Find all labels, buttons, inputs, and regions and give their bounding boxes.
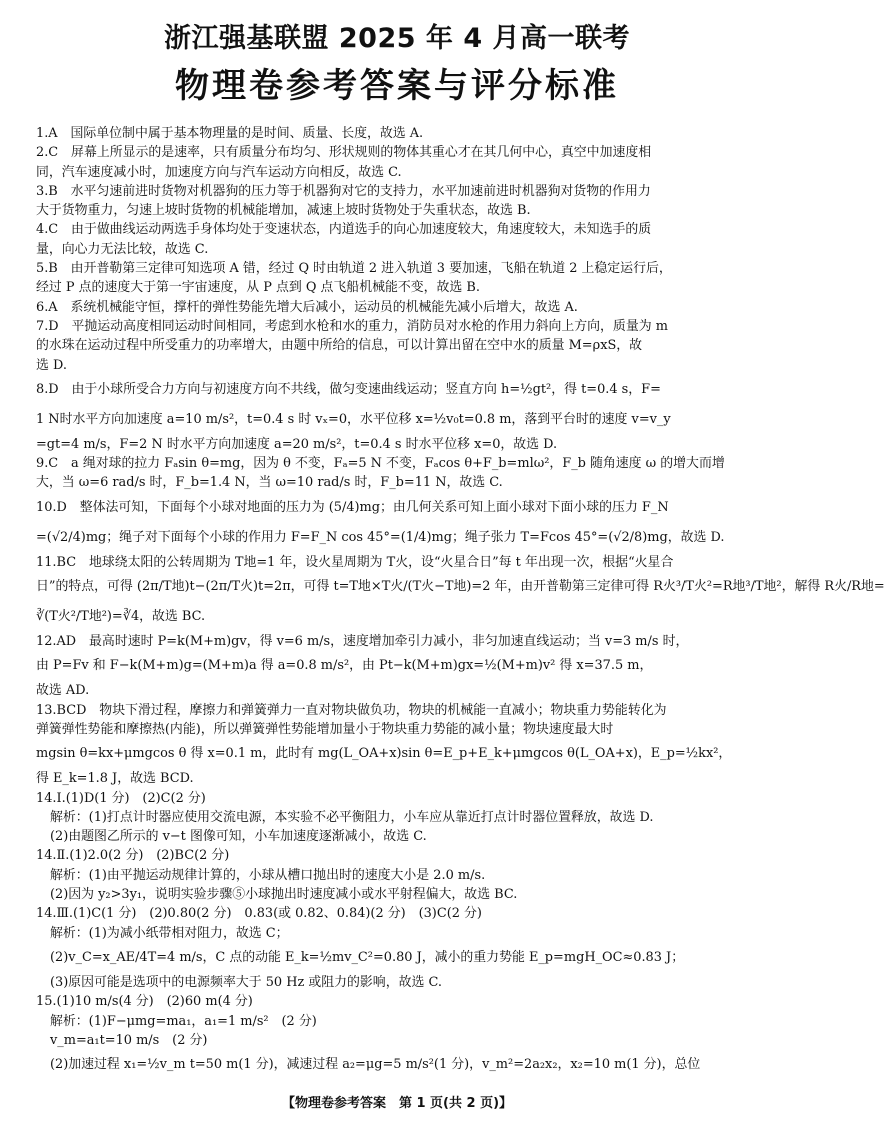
answer-line: 5.B 由开普勒第三定律可知选项 A 错，经过 Q 时由轨道 2 进入轨道 3 要加速，飞船在轨道 2 上稳定运行后， (36, 261, 672, 277)
answer-line: 4.C 由于做曲线运动两选手身体均处于变速状态，内道选手的向心加速度较大，角速度较大，未知选手的质 (36, 222, 652, 238)
answer-line: =(√2/4)mg；绳子对下面每个小球的作用力 F=F_N cos 45°=(1/4)mg；绳子张力 T=Fcos 45°=(√2/8)mg，故选 D. (36, 529, 725, 545)
answer-line: (2)加速过程 x₁=½v_m t=50 m(1 分)，减速过程 a₂=μg=5 m/s²(1 分)，v_m²=2a₂x₂，x₂=10 m(1 分)，总位 (50, 1057, 701, 1073)
answer-line: v_m=a₁t=10 m/s (2 分) (50, 1032, 208, 1048)
answer-line: 大于货物重力，匀速上坡时货物的机械能增加，减速上坡时货物处于失重状态，故选 B. (36, 203, 531, 219)
answer-line: 解析：(1)由平抛运动规律计算的，小球从槽口抛出时的速度大小是 2.0 m/s. (50, 867, 486, 883)
answer-line: 解析：(1)为减小纸带相对阻力，故选 C； (50, 925, 289, 941)
answer-line: =gt=4 m/s，F=2 N 时水平方向加速度 a=20 m/s²，t=0.4 s 时水平位移 x=0，故选 D. (36, 436, 558, 452)
answer-line: 弹簧弹性势能和摩擦热(内能)，所以弹簧弹性势能增加量小于物块重力势能的减小量；物块速度最大时 (36, 721, 614, 737)
answer-line: 解析：(1)打点计时器应使用交流电源，本实验不必平衡阻力，小车应从靠近打点计时器位置释放，故选 D. (50, 809, 654, 825)
answer-line: (2)v_C=x_AE/4T=4 m/s，C 点的动能 E_k=½mv_C²=0.80 J，减小的重力势能 E_p=mgH_OC≈0.83 J； (50, 949, 685, 965)
answer-line: 12.AD 最高时速时 P=k(M+m)gv，得 v=6 m/s，速度增加牵引力减小，非匀加速直线运动；当 v=3 m/s 时， (36, 634, 689, 650)
answer-line: 同，汽车速度减小时，加速度方向与汽车运动方向相反，故选 C. (36, 164, 402, 180)
answer-line: 3.B 水平匀速前进时货物对机器狗的压力等于机器狗对它的支持力，水平加速前进时机器狗对货物的作用力 (36, 183, 651, 199)
answer-line: 14.Ⅲ.(1)C(1 分) (2)0.80(2 分) 0.83(或 0.82、0.84)(2 分) (3)C(2 分) (36, 906, 482, 922)
answer-line: (3)原因可能是选项中的电源频率大于 50 Hz 或阻力的影响，故选 C. (50, 974, 442, 990)
answer-line: 解析：(1)F−μmg=ma₁，a₁=1 m/s² (2 分) (50, 1013, 317, 1029)
answer-line: 9.C a 绳对球的拉力 Fₐsin θ=mg，因为 θ 不变，Fₐ=5 N 不变，Fₐcos θ+F_b=mlω²，F_b 随角速度 ω 的增大而增 (36, 456, 725, 472)
answer-line: 15.(1)10 m/s(4 分) (2)60 m(4 分) (36, 994, 253, 1010)
page-footer: 【物理卷参考答案 第 1 页(共 2 页)】 (281, 1096, 513, 1111)
answer-line: 日”的特点，可得 (2π/T地)t−(2π/T火)t=2π，可得 t=T地×T火/(T火−T地)=2 年，由开普勒第三定律可得 R火³/T火²=R地³/T地²，解得 R火/R地= (36, 579, 885, 595)
answer-line: mgsin θ=kx+μmgcos θ 得 x=0.1 m，此时有 mg(L_OA+x)sin θ=E_p+E_k+μmgcos θ(L_OA+x)，E_p=½kx²， (36, 746, 732, 762)
answer-line: 由 P=Fv 和 F−k(M+m)g=(M+m)a 得 a=0.8 m/s²，由 Pt−k(M+m)gx=½(M+m)v² 得 x=37.5 m， (36, 658, 653, 674)
answer-line: 经过 P 点的速度大于第一宇宙速度，从 P 点到 Q 点飞船机械能不变，故选 B. (36, 280, 480, 296)
answer-line: 1.A 国际单位制中属于基本物理量的是时间、质量、长度，故选 A. (36, 126, 424, 141)
answer-line: (2)因为 y₂>3y₁，说明实验步骤⑤小球抛出时速度减小或水平射程偏大，故选 BC. (50, 887, 518, 903)
answer-line: ∛(T火²/T地²)=∛4，故选 BC. (36, 609, 206, 625)
answer-line: 14.Ⅱ.(1)2.0(2 分) (2)BC(2 分) (36, 848, 230, 864)
answer-line: 得 E_k=1.8 J，故选 BCD. (36, 771, 194, 787)
answer-line: 大，当 ω=6 rad/s 时，F_b=1.4 N，当 ω=10 rad/s 时，F_b=11 N，故选 C. (36, 475, 503, 491)
answer-line: 量，向心力无法比较，故选 C. (36, 241, 209, 257)
answer-line: 14.Ⅰ.(1)D(1 分) (2)C(2 分) (36, 790, 206, 806)
answer-line: 8.D 由于小球所受合力方向与初速度方向不共线，做匀变速曲线运动；竖直方向 h=½gt²，得 t=0.4 s，F= (36, 381, 661, 397)
answer-line: 10.D 整体法可知，下面每个小球对地面的压力为 (5/4)mg；由几何关系可知上面小球对下面小球的压力 F_N (36, 499, 669, 515)
exam-title: 浙江强基联盟 2025 年 4 月高一联考 (163, 23, 631, 54)
answer-line: 1 N时水平方向加速度 a=10 m/s²，t=0.4 s 时 vₓ=0，水平位移 x=½v₀t=0.8 m，落到平台时的速度 v=v_y (36, 411, 671, 427)
answer-line: 6.A 系统机械能守恒，撑杆的弹性势能先增大后减小，运动员的机械能先减小后增大，故选 A. (36, 299, 578, 315)
answer-line: 11.BC 地球绕太阳的公转周期为 T地=1 年，设火星周期为 T火，设“火星合日”每 t 年出现一次，根据“火星合 (36, 554, 674, 570)
answer-line: 13.BCD 物块下滑过程，摩擦力和弹簧弹力一直对物块做负功，物块的机械能一直减小；物块重力势能转化为 (36, 702, 667, 718)
answer-key-title: 物理卷参考答案与评分标准 (175, 66, 619, 106)
answer-line: 选 D. (36, 357, 67, 373)
answer-line: 2.C 屏幕上所显示的是速率，只有质量分布均匀、形状规则的物体其重心才在其几何中心，真空中加速度相 (36, 145, 652, 161)
answer-body (36, 124, 885, 1080)
answer-line: 故选 AD. (36, 683, 90, 699)
answer-line: (2)由题图乙所示的 v−t 图像可知，小车加速度逐渐减小，故选 C. (50, 829, 427, 845)
answer-line: 的水珠在运动过程中所受重力的功率增大，由题中所给的信息，可以计算出留在空中水的质量 M=ρxS，故 (36, 338, 643, 354)
answer-line: 7.D 平抛运动高度相同运动时间相同，考虑到水枪和水的重力，消防员对水枪的作用力斜向上方向，质量为 m (36, 318, 668, 334)
